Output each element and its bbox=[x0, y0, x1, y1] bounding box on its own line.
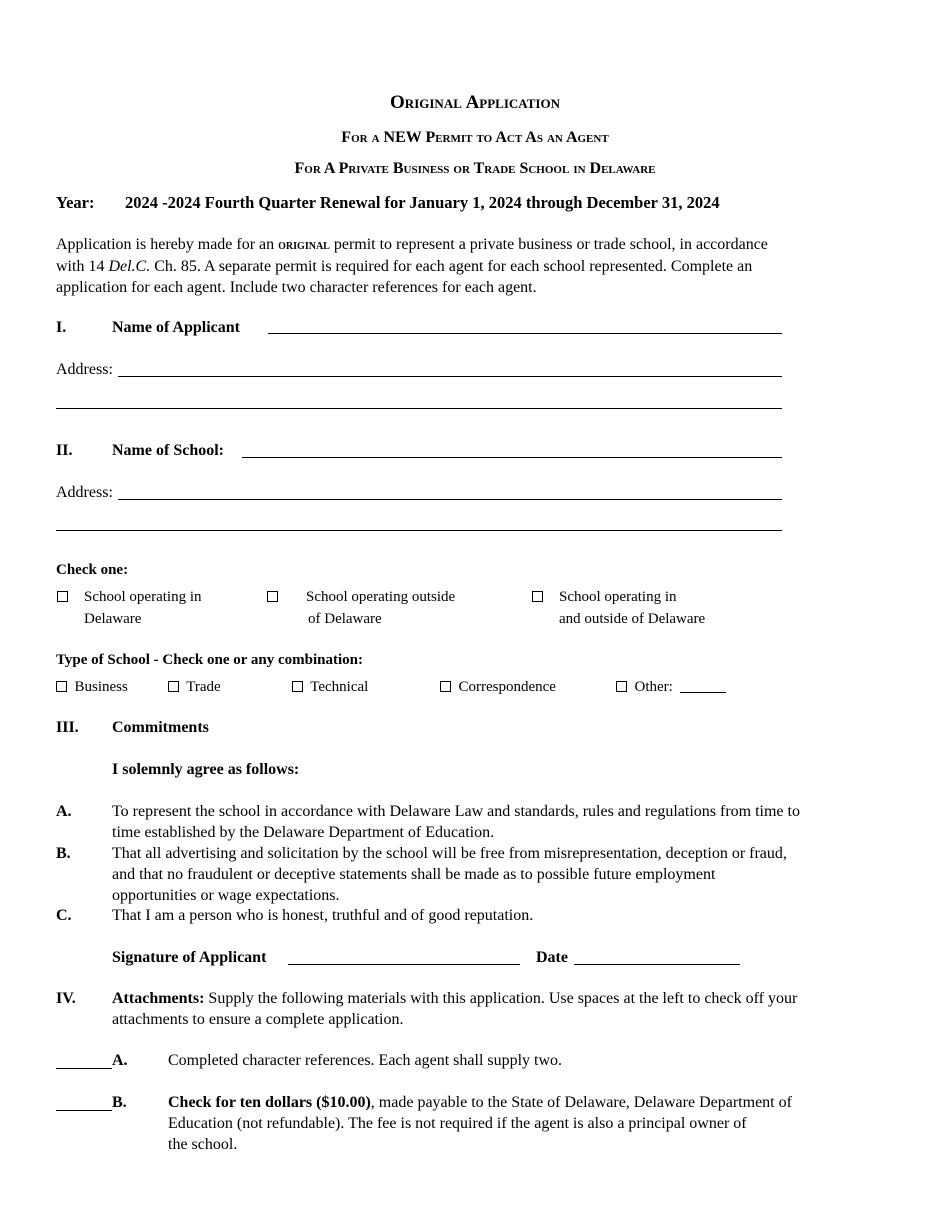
school-name-label: Name of School: bbox=[112, 442, 224, 459]
document-subtitle: For a NEW Permit to Act As an Agent bbox=[341, 129, 609, 146]
commitment-b-letter: B. bbox=[56, 845, 71, 862]
school-type-trade[interactable]: Trade bbox=[168, 676, 221, 698]
section-1-number: I. bbox=[56, 319, 67, 336]
commitment-c-text: That I am a person who is honest, truthful and of good reputation. bbox=[112, 907, 534, 924]
attachment-a-checkoff-field[interactable] bbox=[56, 1068, 112, 1069]
checkbox-icon[interactable] bbox=[267, 591, 278, 602]
signature-label: Signature of Applicant bbox=[112, 949, 267, 966]
school-type-other[interactable]: Other: bbox=[616, 676, 673, 698]
attachment-b-letter: B. bbox=[112, 1094, 127, 1111]
school-type-technical[interactable]: Technical bbox=[292, 676, 368, 698]
applicant-name-label: Name of Applicant bbox=[112, 319, 240, 336]
checkbox-icon[interactable] bbox=[532, 591, 543, 602]
year-label: Year: bbox=[56, 193, 95, 212]
school-address-label: Address: bbox=[56, 484, 113, 501]
school-address-field-2[interactable] bbox=[56, 530, 782, 531]
applicant-address-label: Address: bbox=[56, 361, 113, 378]
school-name-field[interactable] bbox=[242, 457, 782, 458]
section-3-number: III. bbox=[56, 719, 79, 736]
checkbox-icon[interactable] bbox=[440, 681, 451, 692]
date-field[interactable] bbox=[574, 964, 740, 965]
attachment-b-text: Check for ten dollars ($10.00), made payable to the State of Delaware, Delaware Department of Education (not refundable). The fee is not required if the agent is also a principal owner of the school. bbox=[168, 1094, 792, 1153]
attachment-a-text: Completed character references. Each agent shall supply two. bbox=[168, 1052, 563, 1069]
agreement-heading: I solemnly agree as follows: bbox=[112, 761, 300, 778]
intro-paragraph: Application is hereby made for an original permit to represent a private business or trade school, in accordance with 14 Del.C. Ch. 85. A separate permit is required for each agent for each school represented. Complete an application for each agent. Include two character references for each agent. bbox=[56, 236, 768, 296]
check-one-label: Check one: bbox=[56, 562, 129, 578]
attachments-paragraph: Attachments: Supply the following materials with this application. Use spaces at the left to check off your attachments to ensure a complete application. bbox=[112, 990, 798, 1028]
checkbox-icon[interactable] bbox=[292, 681, 303, 692]
date-label: Date bbox=[536, 949, 568, 966]
applicant-name-field[interactable] bbox=[268, 333, 782, 334]
school-address-field[interactable] bbox=[118, 499, 782, 500]
commitment-c-letter: C. bbox=[56, 907, 72, 924]
checkbox-icon[interactable] bbox=[616, 681, 627, 692]
document-subtitle-2: For A Private Business or Trade School in Delaware bbox=[294, 160, 656, 177]
section-2-number: II. bbox=[56, 442, 73, 459]
school-type-label: Type of School - Check one or any combination: bbox=[56, 652, 363, 668]
section-4-number: IV. bbox=[56, 990, 76, 1007]
document-title: Original Application bbox=[390, 92, 560, 113]
other-type-field[interactable] bbox=[680, 692, 726, 693]
school-type-business[interactable]: Business bbox=[56, 676, 128, 698]
commitment-a-letter: A. bbox=[56, 803, 72, 820]
commitment-a-text: To represent the school in accordance with Delaware Law and standards, rules and regulations from time to time established by the Delaware Department of Education. bbox=[112, 803, 800, 841]
commitments-heading: Commitments bbox=[112, 719, 209, 736]
signature-field[interactable] bbox=[288, 964, 520, 965]
school-type-correspondence[interactable]: Correspondence bbox=[440, 676, 556, 698]
checkbox-icon[interactable] bbox=[56, 681, 67, 692]
commitment-b-text: That all advertising and solicitation by the school will be free from misrepresentation, deception or fraud, and that no fraudulent or deceptive statements shall be made as to possible future employment opportunities or wage expectations. bbox=[112, 845, 787, 904]
checkbox-icon[interactable] bbox=[57, 591, 68, 602]
applicant-address-field[interactable] bbox=[118, 376, 782, 377]
attachment-a-letter: A. bbox=[112, 1052, 128, 1069]
year-value: 2024 -2024 Fourth Quarter Renewal for January 1, 2024 through December 31, 2024 bbox=[125, 193, 720, 212]
checkbox-icon[interactable] bbox=[168, 681, 179, 692]
attachment-b-checkoff-field[interactable] bbox=[56, 1110, 112, 1111]
applicant-address-field-2[interactable] bbox=[56, 408, 782, 409]
